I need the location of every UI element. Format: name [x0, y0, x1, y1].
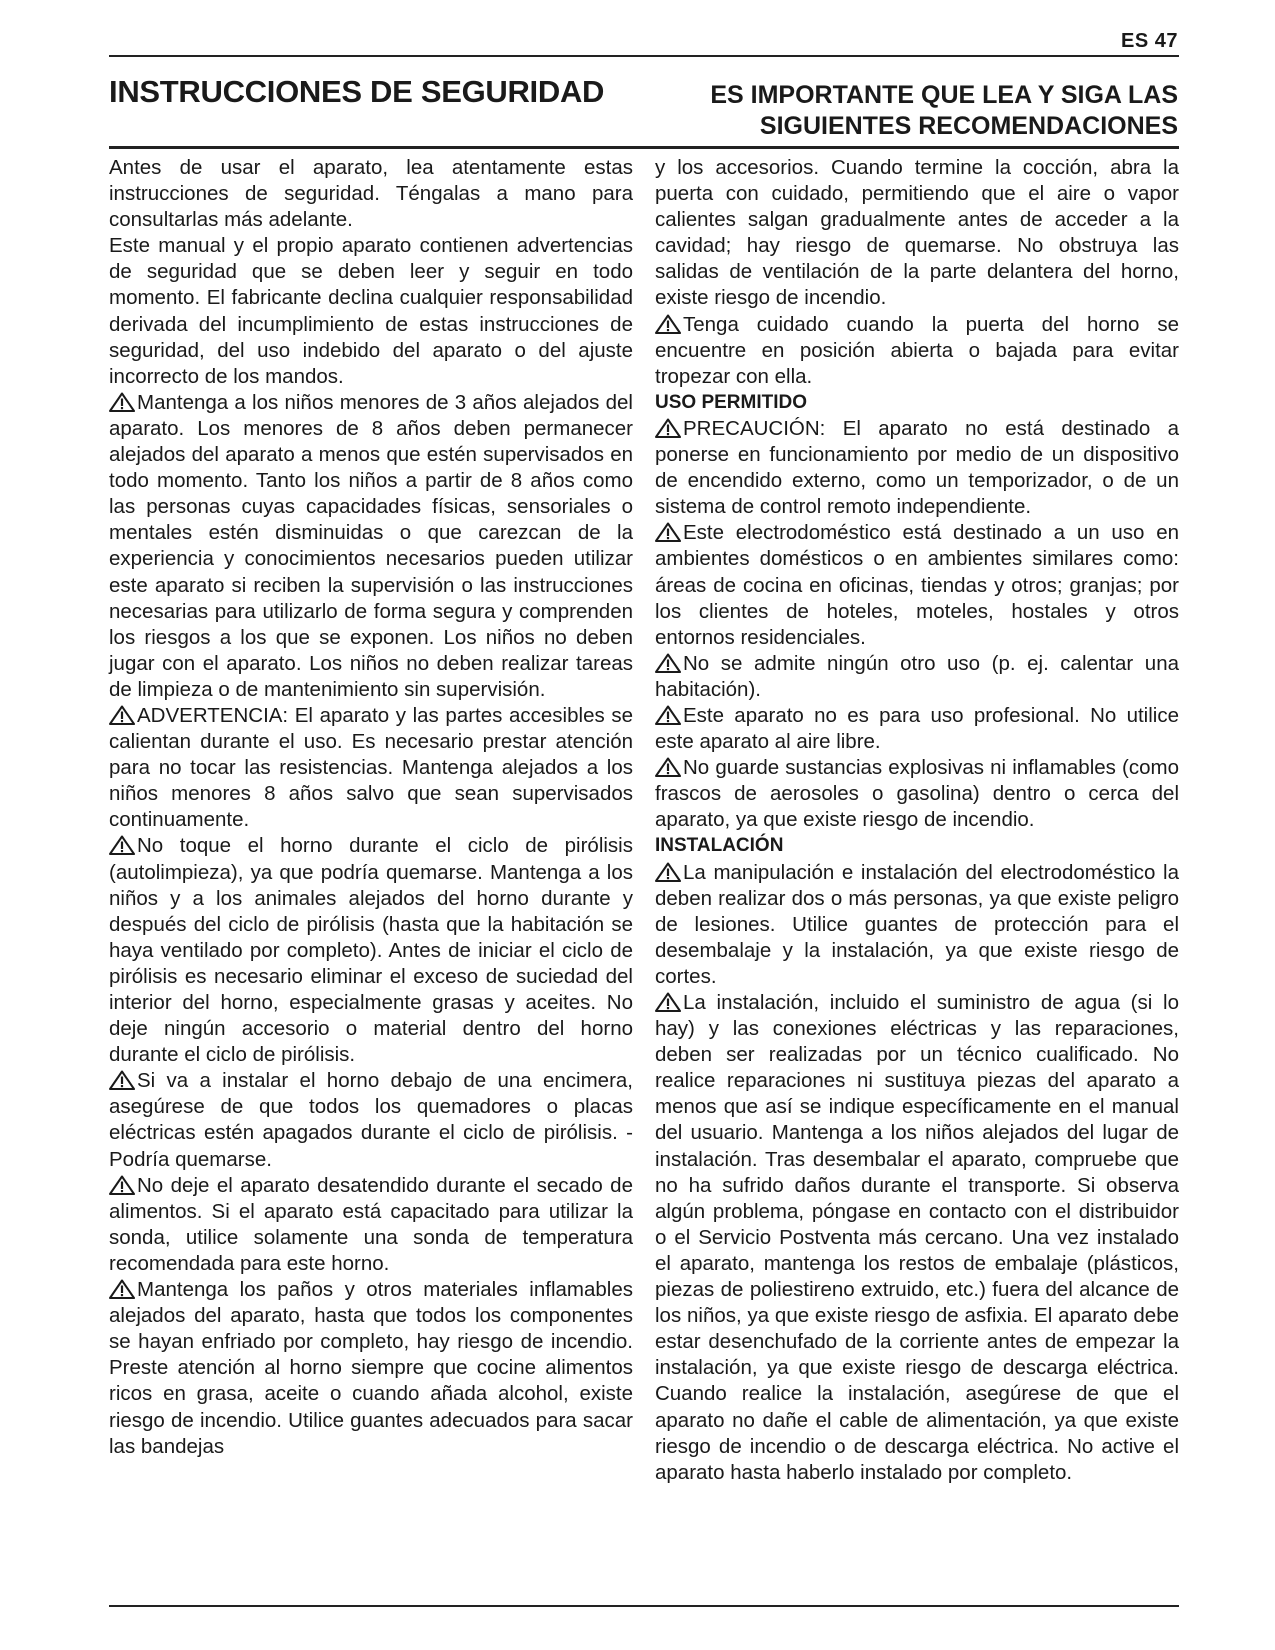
fire-warning-text: Mantenga los paños y otros materiales inflamables alejados del aparato, hasta que todos los componentes se hayan enfriado por completo, hay riesgo de incendio. Preste atención al horno siempre que cocine alimentos ricos en grasa, aceite o cuando añada alcohol, existe riesgo de incendio. Utilice guantes adecuados para sacar las bandejas [109, 1278, 633, 1458]
header-rule [109, 55, 1179, 57]
pyrolysis-warning-text: No toque el horno durante el ciclo de pirólisis (autolimpieza), ya que podría quemarse. Mantenga a los niños y a los animales alejados del horno durante y después del ciclo de pirólisis (hasta que la habitación se haya ventilado por completo). Antes de iniciar el ciclo de pirólisis es necesario eliminar el exceso de suciedad del interior del horno, especialmente grasas y aceites. No deje ningún accesorio o material dentro del horno durante el ciclo de pirólisis. [109, 834, 633, 1067]
installation-warning-text: La instalación, incluido el suministro de agua (si lo hay) y las conexiones eléctricas y las reparaciones, deben ser realizadas por un técnico cualificado. No realice reparaciones ni sustituya piezas del aparato a menos que así se indique específicamente en el manual del usuario. Mantenga a los niños alejados del lugar de instalación. Tras desembalar el aparato, compruebe que no ha sufrido daños durante el transporte. Si observa algún problema, póngase en contacto con el distribuidor o el Servicio Postventa más cercano. Una vez instalado el aparato, mantenga los restos de embalaje (plásticos, piezas de poliestireno extruido, etc.) fuera del alcance de los niños, ya que existe riesgo de asfixia. El aparato debe estar desenchufado de la corriente antes de empezar la instalación, ya que existe riesgo de descarga eléctrica. Cuando realice la instalación, asegúrese de que el aparato no dañe el cable de alimentación, ya que existe riesgo de incendio o de descarga eléctrica. No active el aparato hasta haberlo instalado por completo. [655, 991, 1179, 1484]
caution-text: PRECAUCIÓN: El aparato no está destinado a ponerse en funcionamiento por medio de un dispositivo de encendido externo, como un temporizador, o de un sistema de control remoto independiente. [655, 416, 1179, 519]
title-rule [109, 146, 1179, 149]
pyrolysis-warning-paragraph [109, 833, 633, 1068]
accessories-paragraph: y los accesorios. Cuando termine la cocción, abra la puerta con cuidado, permitiendo que el aire o vapor calientes salgan gradualmente antes de acceder a la cavidad; hay riesgo de quemarse. No obstruya las salidas de ventilación de la parte delantera del horno, existe riesgo de incendio. [655, 156, 1179, 310]
fire-warning-paragraph [109, 1277, 633, 1460]
section-heading-installation: INSTALACIÓN [655, 835, 784, 857]
warning-icon [655, 705, 681, 725]
warning-icon [655, 314, 681, 334]
drying-warning-paragraph [109, 1173, 633, 1277]
countertop-warning-paragraph [109, 1068, 633, 1172]
other-use-text: No se admite ningún otro uso (p. ej. calentar una habitación). [655, 651, 1179, 701]
warning-icon [655, 653, 681, 673]
warning-icon [655, 992, 681, 1012]
footer-rule [109, 1605, 1179, 1607]
warning-icon [109, 1175, 135, 1195]
other-use-paragraph [655, 651, 1179, 703]
children-warning-text: Mantenga a los niños menores de 3 años alejados del aparato. Los menores de 8 años deben permanecer alejados del aparato a menos que estén supervisados en todo momento. Tanto los niños a partir de 8 años como las personas cuyas capacidades físicas, sensoriales o mentales estén disminuidas o que carezcan de la experiencia y conocimientos necesarios pueden utilizar este aparato si reciben la supervisión o las instrucciones necesarias para utilizarlo de forma segura y comprenden los riesgos a los que se exponen. Los niños no deben jugar con el aparato. Los niños no deben realizar tareas de limpieza o de mantenimiento sin supervisión. [109, 390, 633, 701]
hot-parts-warning-paragraph [109, 703, 633, 833]
warning-icon [109, 835, 135, 855]
warning-icon [109, 705, 135, 725]
warning-icon [655, 757, 681, 777]
professional-use-paragraph [655, 703, 1179, 755]
explosives-warning-text: No guarde sustancias explosivas ni inflamables (como frascos de aerosoles o gasolina) dentro o cerca del aparato, ya que existe riesgo de incendio. [655, 756, 1179, 832]
installation-warning-paragraph [655, 990, 1179, 1486]
door-warning-text: Tenga cuidado cuando la puerta del horno se encuentre en posición abierta o bajada para evitar tropezar con ella. [655, 312, 1179, 388]
children-warning-paragraph [109, 390, 633, 703]
warning-icon [655, 418, 681, 438]
warning-icon [109, 392, 135, 412]
subtitle-line-1: ES IMPORTANTE QUE LEA Y SIGA LAS [710, 81, 1178, 109]
drying-warning-text: No deje el aparato desatendido durante el secado de alimentos. Si el aparato está capacitado para utilizar la sonda, utilice solamente una sonda de temperatura recomendada para este horno. [109, 1173, 633, 1275]
left-column [109, 155, 633, 1460]
domestic-use-paragraph [655, 520, 1179, 650]
professional-use-text: Este aparato no es para uso profesional. No utilice este aparato al aire libre. [655, 703, 1179, 754]
door-warning-paragraph [655, 312, 1179, 390]
warning-icon [109, 1070, 135, 1090]
caution-paragraph [655, 416, 1179, 520]
page-subtitle [658, 80, 1178, 142]
handling-warning-paragraph [655, 860, 1179, 990]
intro-paragraph: Antes de usar el aparato, lea atentamente estas instrucciones de seguridad. Téngalas a mano para consultarlas más adelante. [109, 156, 633, 232]
countertop-warning-text: Si va a instalar el horno debajo de una encimera, asegúrese de que todos los quemadores o placas eléctricas estén apagados durante el ciclo de pirólisis. - Podría quemarse. [109, 1069, 633, 1171]
warning-icon [109, 1279, 135, 1299]
handling-warning-text: La manipulación e instalación del electrodoméstico la deben realizar dos o más personas, ya que existe peligro de lesiones. Utilice guantes de protección para el desembalaje y la instalación, ya que existe riesgo de cortes. [655, 860, 1179, 988]
hot-parts-warning-text: ADVERTENCIA: El aparato y las partes accesibles se calientan durante el uso. Es necesario prestar atención para no tocar las resistencias. Mantenga alejados a los niños menores 8 años salvo que sean supervisados continuamente. [109, 703, 633, 832]
manual-warnings-paragraph: Este manual y el propio aparato contienen advertencias de seguridad que se deben leer y seguir en todo momento. El fabricante declina cualquier responsabilidad derivada del incumplimiento de estas instrucciones de seguridad, del uso indebido del aparato o del ajuste incorrecto de los mandos. [109, 234, 633, 388]
right-column [655, 155, 1179, 1486]
section-heading-permitted-use: USO PERMITIDO [655, 391, 808, 413]
explosives-warning-paragraph [655, 755, 1179, 833]
warning-icon [655, 862, 681, 882]
warning-icon [655, 522, 681, 542]
domestic-use-text: Este electrodoméstico está destinado a un uso en ambientes domésticos o en ambientes similares como: áreas de cocina en oficinas, tiendas y otros; granjas; por los clientes de hoteles, moteles, hostales y otros entornos residenciales. [655, 521, 1179, 649]
page-title: INSTRUCCIONES DE SEGURIDAD [109, 74, 605, 109]
subtitle-line-2: SIGUIENTES RECOMENDACIONES [759, 112, 1178, 140]
page-number: ES 47 [1121, 30, 1178, 52]
